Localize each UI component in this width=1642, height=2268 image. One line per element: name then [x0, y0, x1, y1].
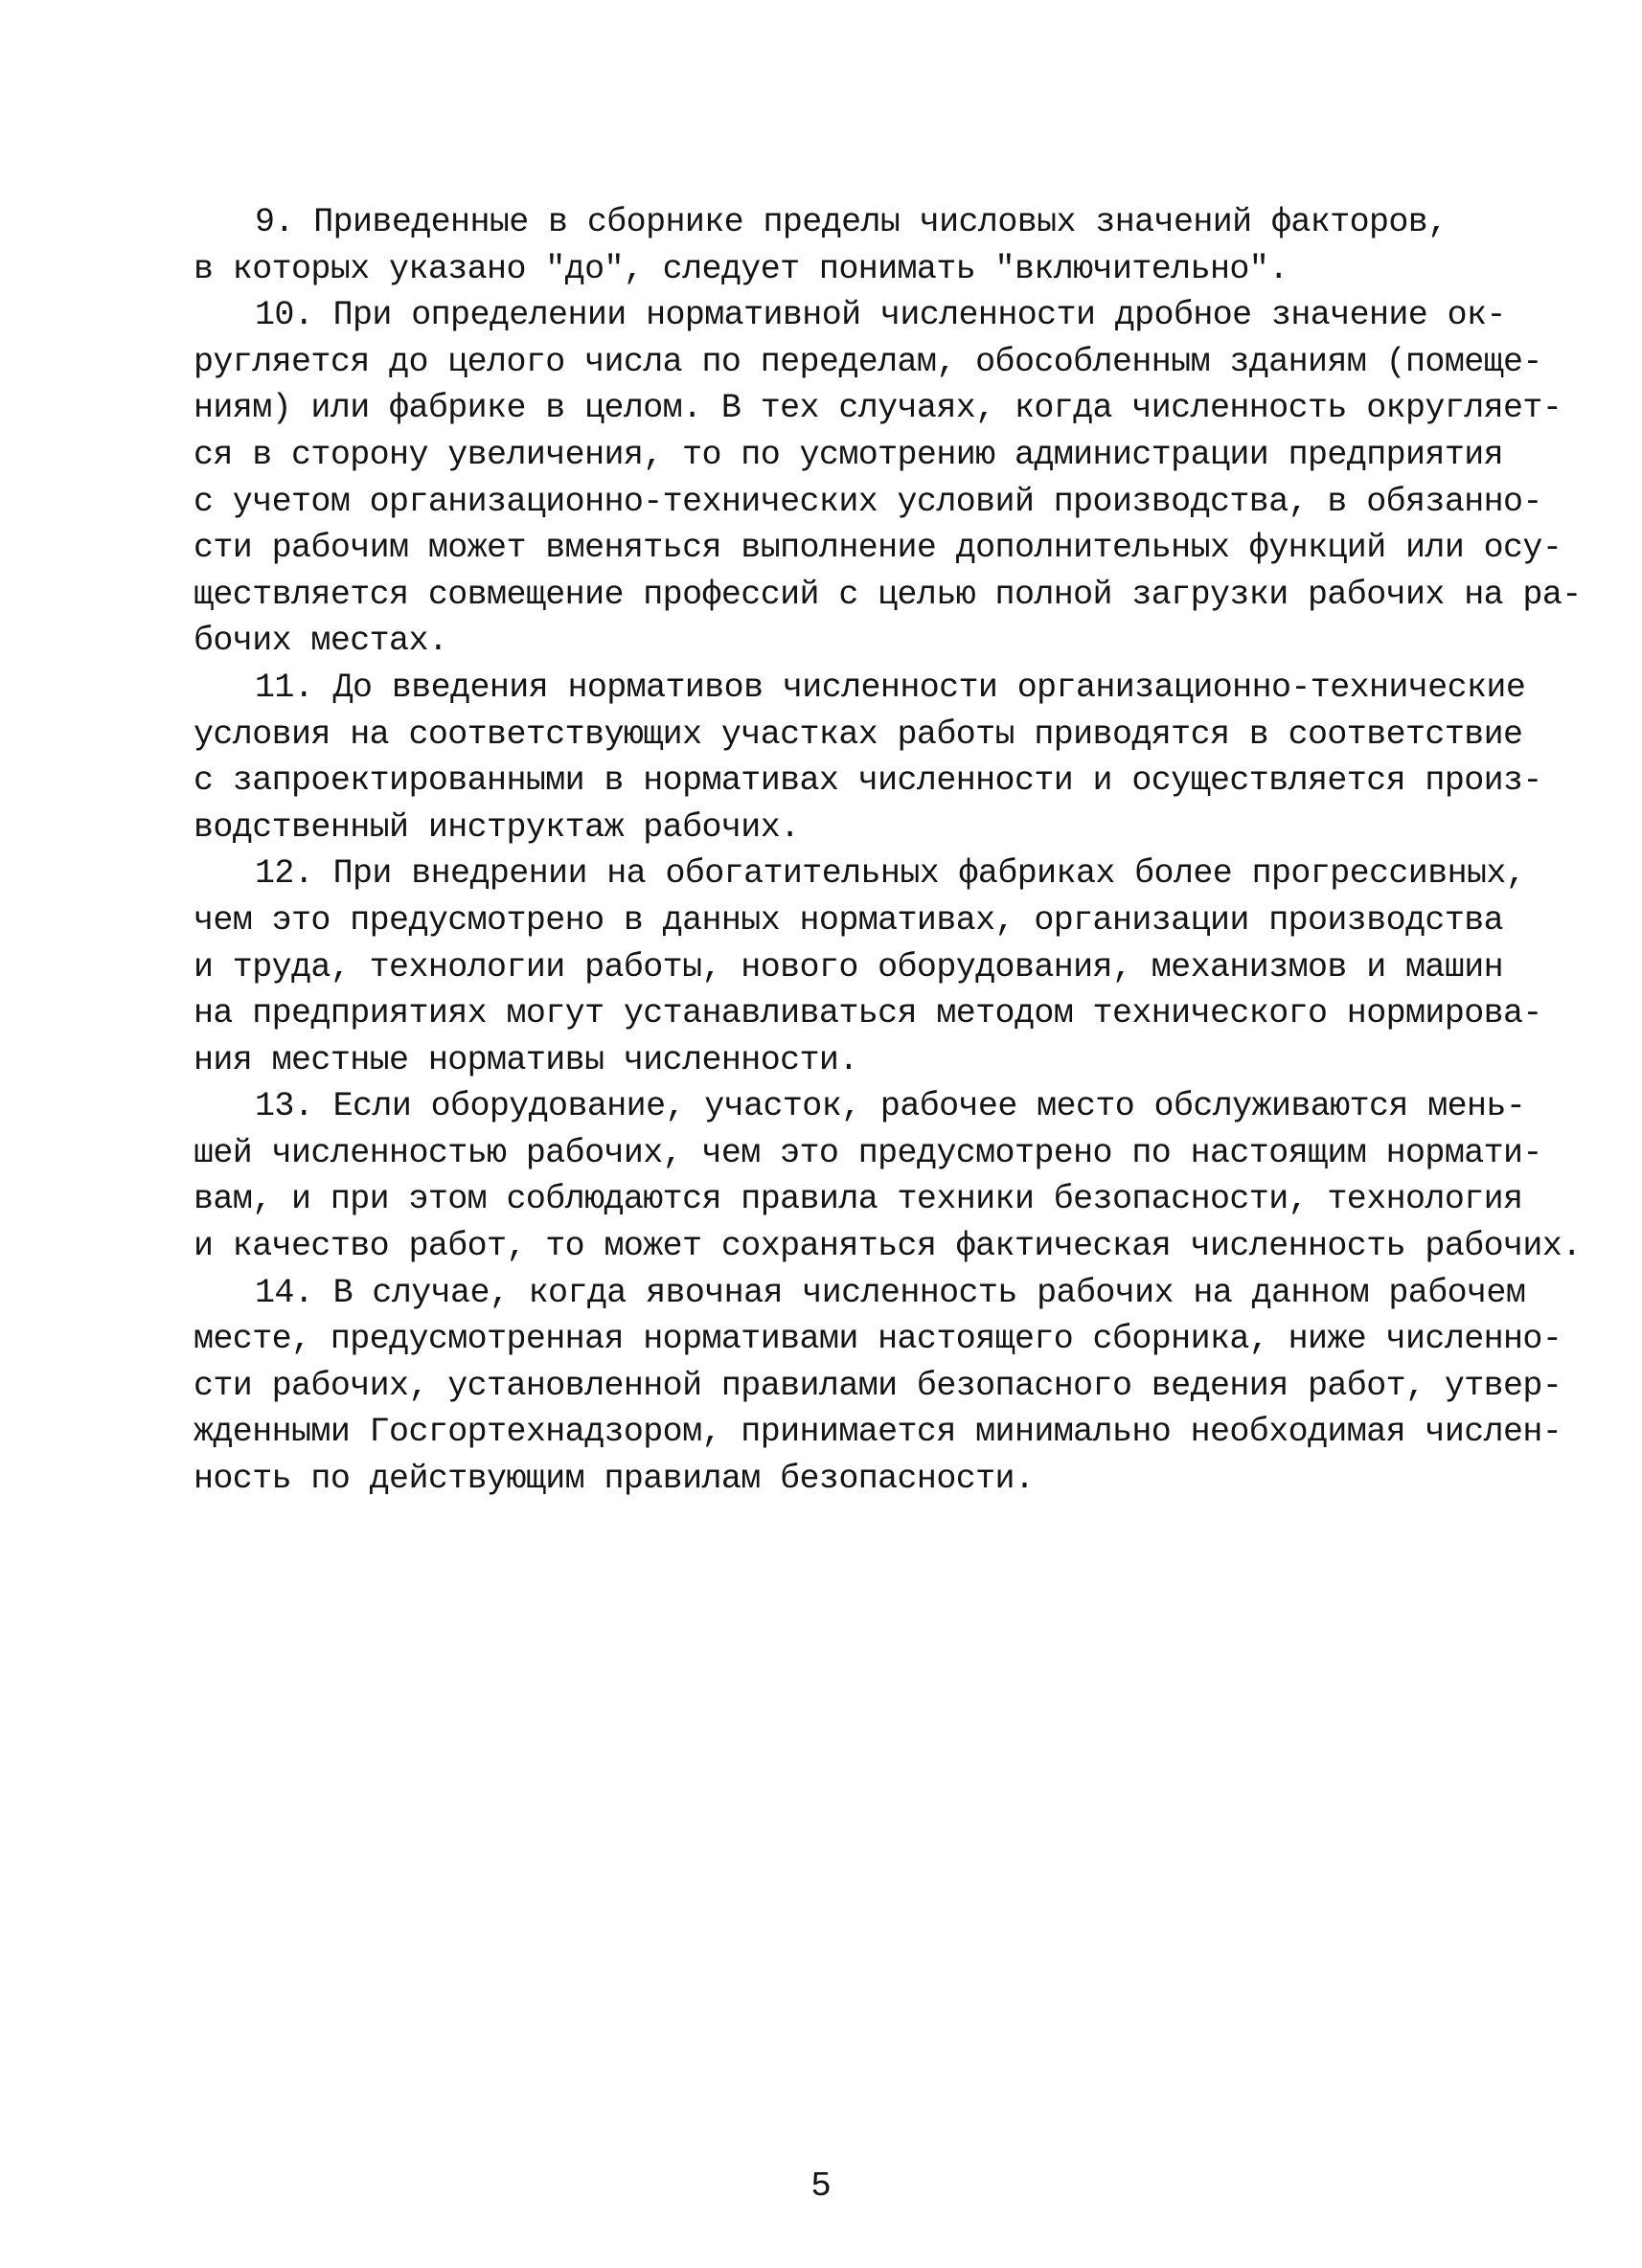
text-line: в которых указано "до", следует понимать "включительно". — [194, 249, 1289, 288]
paragraph-12 — [194, 850, 1542, 1083]
text-line: ниям) или фабрике в целом. В тех случаях, когда численность округляет- — [194, 389, 1562, 428]
text-line: шей численностью рабочих, чем это предусмотрено по настоящим нормати- — [194, 1133, 1542, 1172]
text-line: и труда, технологии работы, нового оборудования, механизмов и машин — [194, 947, 1504, 987]
text-line: ругляется до целого числа по переделам, обособленным зданиям (помеще- — [194, 342, 1542, 381]
text-line: чем это предусмотрено в данных нормативах, организации производства — [194, 900, 1504, 940]
paragraph-13 — [194, 1083, 1582, 1269]
text-line: жденными Госгортехнадзором, принимается минимально необходимая числен- — [194, 1413, 1562, 1452]
text-line: условия на соответствующих участках работы приводятся в соответствие — [194, 714, 1523, 754]
text-line: 10. При определении нормативной численности дробное значение ок- — [255, 296, 1506, 335]
paragraph-11 — [194, 665, 1542, 850]
text-line: 11. До введения нормативов численности организационно-технические — [255, 668, 1526, 707]
text-line: ществляется совмещение профессий с целью полной загрузки рабочих на ра- — [194, 575, 1582, 614]
text-line: 13. Если оборудование, участок, рабочее место обслуживаются мень- — [255, 1087, 1526, 1126]
text-line: месте, предусмотренная нормативами настоящего сборника, ниже численно- — [194, 1320, 1562, 1359]
text-line: 12. При внедрении на обогатительных фабриках более прогрессивных, — [255, 854, 1526, 894]
text-line: 9. Приведенные в сборнике пределы числовых значений факторов, — [255, 203, 1448, 241]
text-line: ность по действующим правилам безопасности. — [194, 1460, 1035, 1499]
text-line: вам, и при этом соблюдаются правила техники безопасности, технология — [194, 1180, 1523, 1219]
text-line: бочих местах. — [194, 622, 448, 661]
text-line: ся в сторону увеличения, то по усмотрению администрации предприятия — [194, 435, 1504, 474]
text-line: сти рабочих, установленной правилами безопасного ведения работ, утвер- — [194, 1366, 1562, 1405]
paragraph-14 — [194, 1270, 1562, 1503]
paragraph-9 — [194, 199, 1506, 292]
text-line: 14. В случае, когда явочная численность рабочих на данном рабочем — [255, 1273, 1526, 1312]
paragraph-10 — [194, 292, 1582, 665]
body-text — [194, 199, 1582, 1503]
page-number: 5 — [810, 2166, 832, 2206]
text-line: с учетом организационно-технических условий производства, в обязанно- — [194, 482, 1542, 521]
text-line: водственный инструктаж рабочих. — [194, 807, 800, 847]
text-line: на предприятиях могут устанавливаться методом технического нормирова- — [194, 994, 1542, 1033]
text-line: и качество работ, то может сохраняться фактическая численность рабочих. — [194, 1227, 1582, 1266]
text-line: с запроектированными в нормативах численности и осуществляется произ- — [194, 761, 1542, 801]
text-line: ния местные нормативы численности. — [194, 1040, 858, 1079]
text-line: сти рабочим может вменяться выполнение дополнительных функций или осу- — [194, 529, 1562, 568]
